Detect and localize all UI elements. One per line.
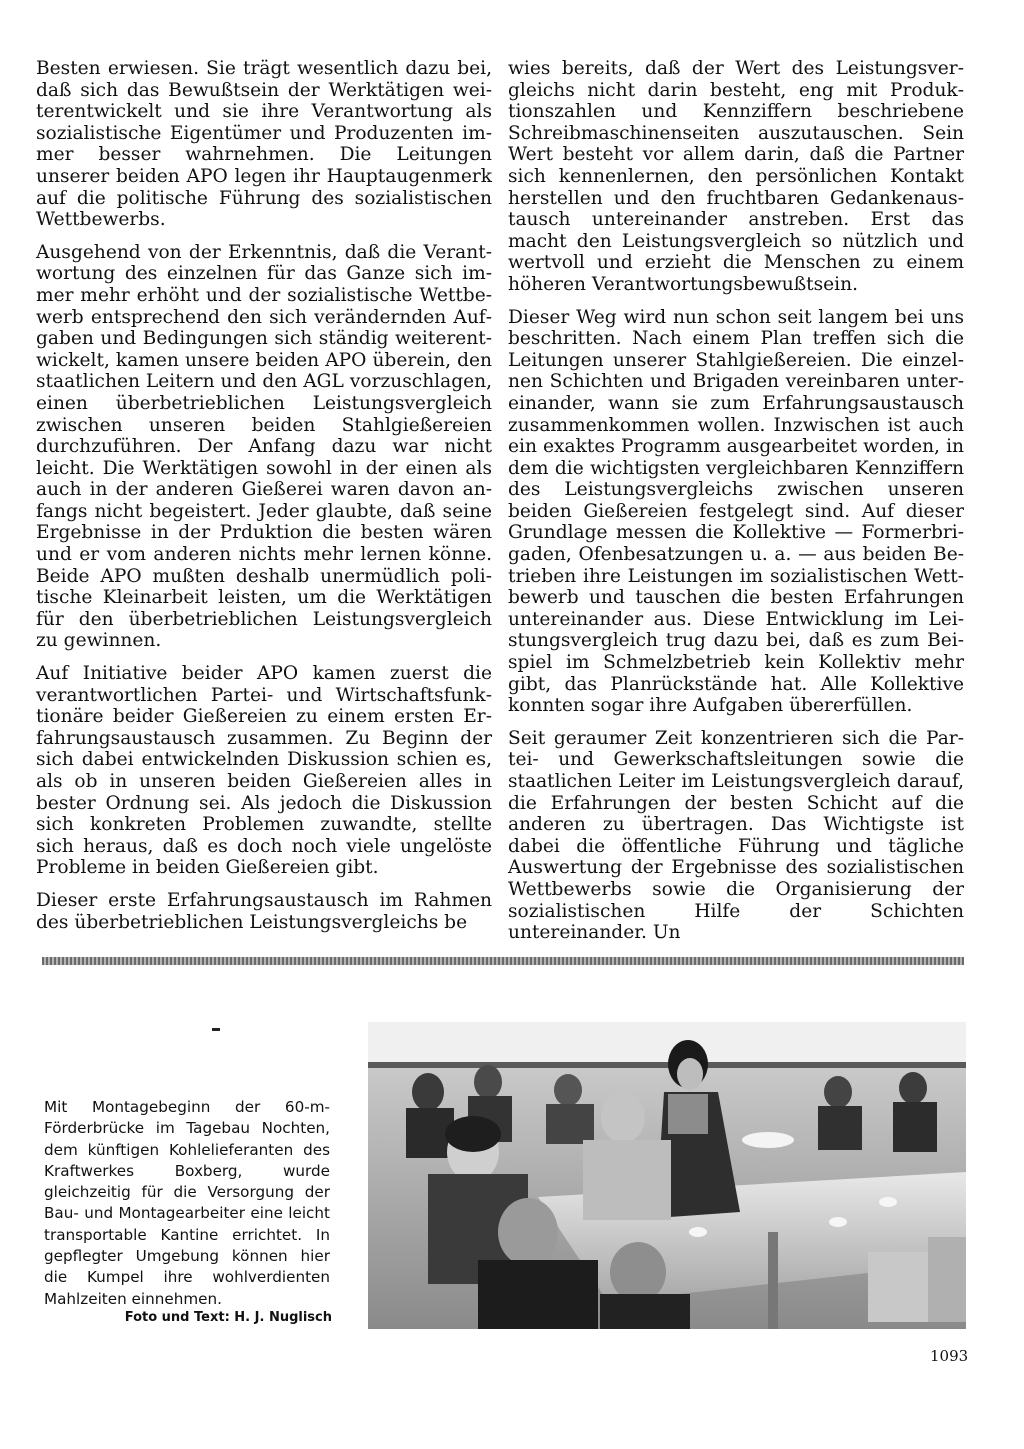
paragraph: Dieser erste Erfahrungsaustausch im Rahmen des überbetrieblichen Leistungsvergleichs be <box>36 889 492 933</box>
canteen-photo <box>368 1022 966 1329</box>
paragraph: Seit geraumer Zeit konzentrieren sich die Partei- und Gewerkschaftsleitungen sowie die staatlichen Leiter im Leistungsvergleich darauf, die Erfahrungen der besten Schicht auf die anderen zu übertragen. Das Wichtigste ist dabei die öffentliche Führung und tägliche Auswertung der Ergebnisse des sozialistischen Wettbewerbs sowie die Organisierung der sozialistischen Hilfe der Schichten untereinander. Un <box>508 727 964 944</box>
paragraph: wies bereits, daß der Wert des Leistungsvergleichs nicht darin besteht, eng mit Produktionszahlen und Kennziffern beschriebene Schreibmaschinenseiten auszutauschen. Sein Wert besteht vor allem darin, daß die Partner sich kennenlernen, den persönlichen Kontakt herstellen und den fruchtbaren Gedankenaustausch untereinander anstreben. Erst das macht den Leistungsvergleich so nützlich und wertvoll und erzieht die Menschen zu einem höheren Verantwortungsbewußtsein. <box>508 58 964 295</box>
paragraph: Dieser Weg wird nun schon seit langem bei uns beschritten. Nach einem Plan treffen sich die Leitungen unserer Stahlgießereien. Die einzelnen Schichten und Brigaden vereinbaren untereinander, wann sie zum Erfahrungsaustausch zusammenkommen wollen. Inzwischen ist auch ein exaktes Programm ausgearbeitet worden, in dem die wichtigsten vergleichbaren Kennziffern des Leistungsvergleichs zwischen unseren beiden Gießereien festgelegt sind. Auf dieser Grundlage messen die Kollektive — Formerbrigaden, Ofenbesatzungen u. a. — aus beiden Betrieben ihre Leistungen im sozialistischen Wettbewerb und tauschen die besten Erfahrungen untereinander aus. Diese Entwicklung im Leistungsvergleich trug dazu bei, daß es zum Beispiel im Schmelzbetrieb kein Kollektiv mehr gibt, das Planrückstände hat. Alle Kollektive konnten sogar ihre Aufgaben übererfüllen. <box>508 306 964 717</box>
page-number: 1093 <box>930 1347 969 1365</box>
paragraph: Ausgehend von der Erkenntnis, daß die Verantwortung des einzelnen für das Ganze sich immer mehr erhöht und der sozialistische Wettbewerb entsprechend den sich verändernden Aufgaben und Bedingungen sich ständig weiterentwickelt, kamen unsere beiden APO überein, den staatlichen Leitern und den AGL vorzuschlagen, einen überbetrieblichen Leistungsvergleich zwischen unseren beiden Stahlgießereien durchzuführen. Der Anfang dazu war nicht leicht. Die Werktätigen sowohl in der einen als auch in der anderen Gießerei waren davon anfangs nicht begeistert. Jeder glaubte, daß seine Ergebnisse in der Prduktion die besten wären und er vom anderen nichts mehr lernen könne. Beide APO mußten deshalb unermüdlich politische Kleinarbeit leisten, um die Werktätigen für den überbetrieblichen Leistungsvergleich zu gewinnen. <box>36 241 492 652</box>
paragraph: Besten erwiesen. Sie trägt wesentlich dazu bei, daß sich das Bewußtsein der Werktätigen weiterentwickelt und sie ihre Verantwortung als sozialistische Eigentümer und Produzenten immer besser wahrnehmen. Die Leitungen unserer beiden APO legen ihr Hauptaugenmerk auf die politische Führung des sozialistischen Wettbewerbs. <box>36 58 492 231</box>
photo-illustration <box>368 1022 966 1329</box>
photo-credit: Foto und Text: H. J. Nuglisch <box>124 1310 332 1325</box>
print-mark <box>212 1028 220 1031</box>
section-divider <box>42 957 964 965</box>
left-text-column <box>36 58 492 944</box>
paragraph: Auf Initiative beider APO kamen zuerst die verantwortlichen Partei- und Wirtschaftsfunktionäre beider Gießereien zu einem ersten Erfahrungsaustausch zusammen. Zu Beginn der sich dabei entwickelnden Diskussion schien es, als ob in unseren beiden Gießereien alles in bester Ordnung sei. Als jedoch die Diskussion sich konkreten Problemen zuwandte, stellte sich heraus, daß es doch noch viele ungelöste Probleme in beiden Gießereien gibt. <box>36 663 492 879</box>
right-text-column <box>508 58 964 955</box>
photo-caption: Mit Montagebeginn der 60-m-Förderbrücke im Tagebau Nochten, dem künftigen Kohlelieferanten des Kraftwerkes Boxberg, wurde gleichzeitig für die Versorgung der Bau- und Montagearbeiter eine leicht transportable Kantine errichtet. In gepflegter Umgebung können hier die Kumpel ihre wohlverdienten Mahlzeiten einnehmen. <box>44 1098 330 1308</box>
